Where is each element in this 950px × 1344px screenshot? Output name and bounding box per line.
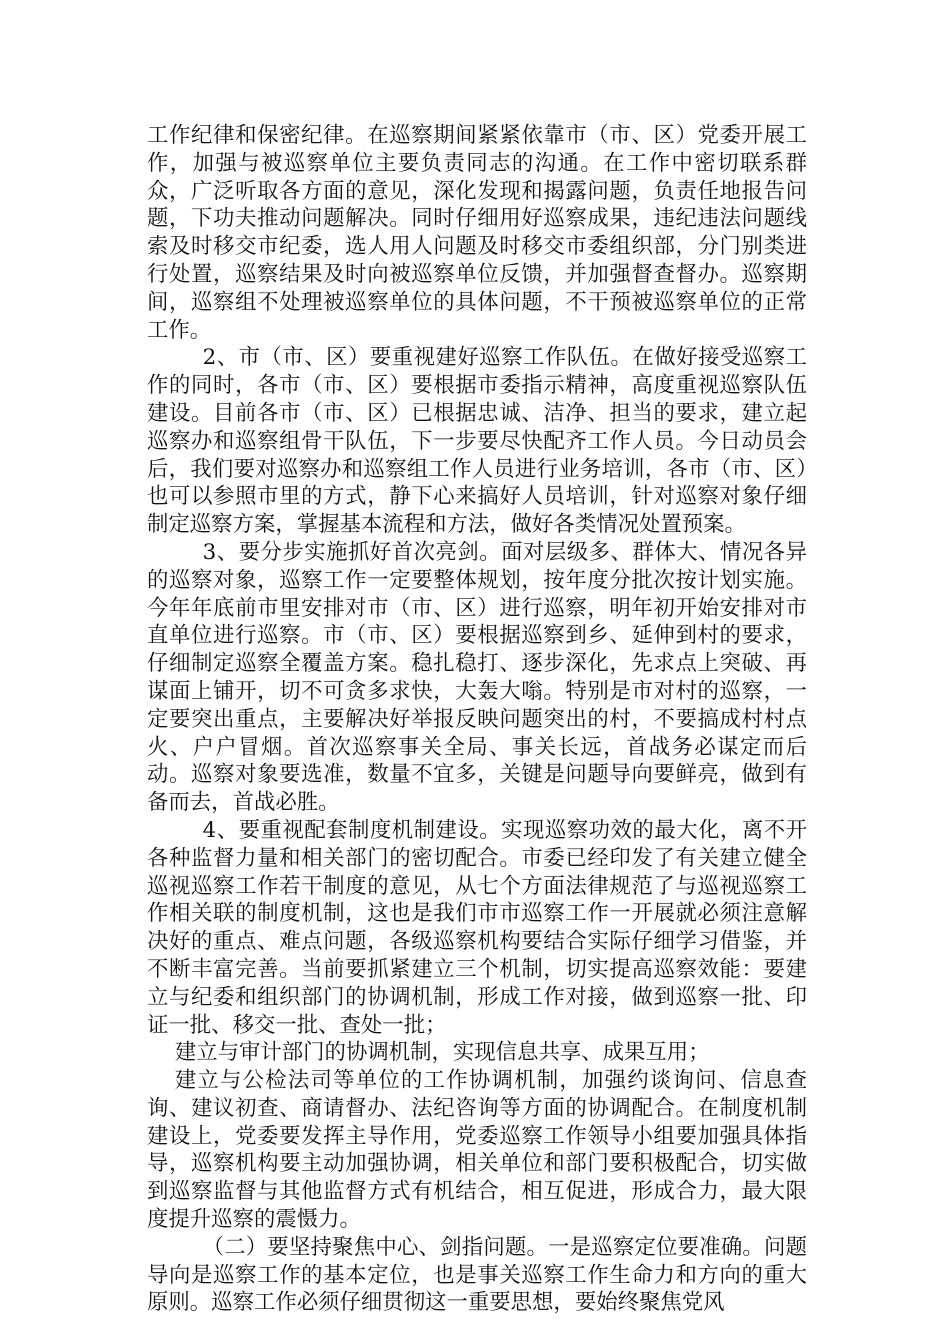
paragraph-team-building: 2、市（市、区）要重视建好巡察工作队伍。在做好接受巡察工作的同时，各市（市、区）要根据市委指示精神，高度重视巡察队伍建设。目前各市（市、区）已根据忠诚、洁净、担当的要求，建立起巡察办和巡察组骨干队伍，下一步要尽快配齐工作人员。今日动员会后，我们要对巡察办和巡察组工作人员进行业务培训，各市（市、区）也可以参照市里的方式，静下心来搞好人员培训，针对巡察对象仔细制定巡察方案，掌握基本流程和方法，做好各类情况处置预案。 <box>147 345 807 538</box>
document-body <box>147 122 807 1317</box>
paragraph-discipline: 工作纪律和保密纪律。在巡察期间紧紧依靠市（市、区）党委开展工作，加强与被巡察单位主要负责同志的沟通。在工作中密切联系群众，广泛听取各方面的意见，深化发现和揭露问题，负责任地报告问题，下功夫推动问题解决。同时仔细用好巡察成果，违纪违法问题线索及时移交市纪委，选人用人问题及时移交市委组织部，分门别类进行处置，巡察结果及时向被巡察单位反馈，并加强督查督办。巡察期间，巡察组不处理被巡察单位的具体问题，不干预被巡察单位的正常工作。 <box>147 123 807 343</box>
paragraph-audit-coordination: 建立与审计部门的协调机制，实现信息共享、成果互用； <box>174 1040 710 1066</box>
paragraph-judicial-coordination: 建立与公检法司等单位的工作协调机制，加强约谈询问、信息查询、建议初查、商请督办、法纪咨询等方面的协调配合。在制度机制建设上，党委要发挥主导作用，党委巡察工作领导小组要加强具体指导，巡察机构要主动加强协调，相关单位和部门要积极配合，切实做到巡察监督与其他监督方式有机结合，相互促进，形成合力，最大限度提升巡察的震慑力。 <box>147 1068 807 1233</box>
paragraph-mechanism-building: 4、要重视配套制度机制建设。实现巡察功效的最大化，离不开各种监督力量和相关部门的密切配合。市委已经印发了有关建立健全巡视巡察工作若干制度的意见，从七个方面法律规范了与巡视巡察工作相关联的制度机制，这也是我们市市巡察工作一开展就必须注意解决好的重点、难点问题，各级巡察机构要结合实际仔细学习借鉴，并不断丰富完善。当前要抓紧建立三个机制，切实提高巡察效能：要建立与纪委和组织部门的协调机制，形成工作对接，做到巡察一批、印证一批、移交一批、查处一批； <box>147 817 807 1038</box>
paragraph-focus-problems: （二）要坚持聚焦中心、剑指问题。一是巡察定位要准确。问题导向是巡察工作的基本定位，也是事关巡察工作生命力和方向的重大原则。巡察工作必须仔细贯彻这一重要思想，要始终聚焦党风 <box>147 1234 807 1316</box>
paragraph-first-inspection: 3、要分步实施抓好首次亮剑。面对层级多、群体大、情况各异的巡察对象，巡察工作一定要整体规划，按年度分批次按计划实施。今年年底前市里安排对市（市、区）进行巡察，明年初开始安排对市直单位进行巡察。市（市、区）要根据巡察到乡、延伸到村的要求，仔细制定巡察全覆盖方案。稳扎稳打、逐步深化，先求点上突破、再谋面上铺开，切不可贪多求快，大轰大嗡。特别是市对村的巡察，一定要突出重点，主要解决好举报反映问题突出的村，不要搞成村村点火、户户冒烟。首次巡察事关全局、事关长远，首战务必谋定而后动。巡察对象要选准，数量不宜多，关键是问题导向要鲜亮，做到有备而去，首战必胜。 <box>147 539 807 816</box>
